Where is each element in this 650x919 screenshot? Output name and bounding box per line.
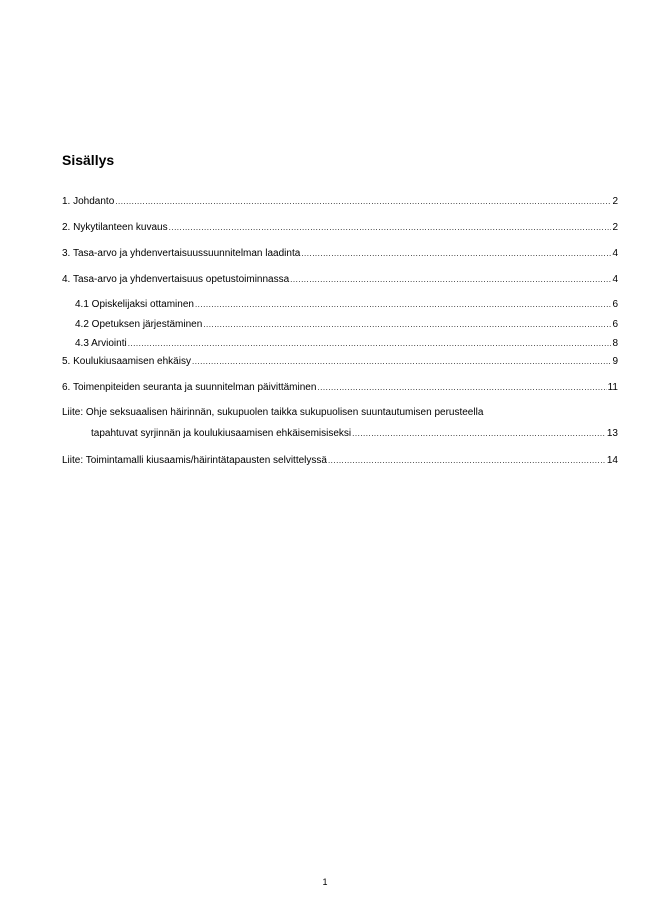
toc-entry-label: 2. Nykytilanteen kuvaus bbox=[62, 222, 168, 233]
toc-entry-page: 2 bbox=[612, 196, 618, 207]
toc-entry-page: 6 bbox=[612, 319, 618, 330]
toc-entry-page: 8 bbox=[612, 338, 618, 349]
toc-entry-label: 5. Koulukiusaamisen ehkäisy bbox=[62, 356, 191, 367]
toc-entry-label: 4. Tasa-arvo ja yhdenvertaisuus opetustoiminnassa bbox=[62, 274, 290, 285]
page-number: 1 bbox=[322, 877, 328, 887]
toc-entry-label: 1. Johdanto bbox=[62, 196, 115, 207]
toc-title: Sisällys bbox=[62, 152, 115, 168]
toc-entry-page: 6 bbox=[612, 299, 618, 310]
dot-leader bbox=[203, 318, 611, 331]
toc-entry-label: 3. Tasa-arvo ja yhdenvertaisuussuunnitelman laadinta bbox=[62, 248, 301, 259]
dot-leader bbox=[115, 195, 611, 208]
toc-entry-page: 11 bbox=[607, 382, 618, 393]
dot-leader bbox=[317, 381, 606, 394]
toc-entry-toimenpiteiden-seuranta[interactable] bbox=[62, 381, 618, 394]
toc-entry-nykytilanteen-kuvaus[interactable] bbox=[62, 221, 618, 234]
dot-leader bbox=[328, 454, 606, 467]
dot-leader bbox=[192, 355, 611, 368]
dot-leader bbox=[169, 221, 612, 234]
toc-entry-label: tapahtuvat syrjinnän ja koulukiusaamisen ehkäisemisiseksi bbox=[91, 428, 352, 439]
toc-entry-liite-ohje-first-line[interactable]: Liite: Ohje seksuaalisen häirinnän, sukupuolen taikka sukupuolisen suuntautumisen perusteella bbox=[62, 407, 484, 418]
toc-entry-page: 4 bbox=[612, 248, 618, 259]
toc-entry-opetustoiminnassa[interactable] bbox=[62, 273, 618, 286]
toc-entry-label: 6. Toimenpiteiden seuranta ja suunnitelman päivittäminen bbox=[62, 382, 317, 393]
toc-entry-liite-toimintamalli[interactable] bbox=[62, 454, 618, 467]
toc-entry-arviointi[interactable] bbox=[75, 337, 618, 350]
toc-entry-koulukiusaamisen-ehkaisy[interactable] bbox=[62, 355, 618, 368]
toc-entry-liite-ohje[interactable] bbox=[91, 427, 618, 440]
dot-leader bbox=[301, 247, 611, 260]
toc-entry-page: 14 bbox=[606, 455, 618, 466]
toc-entry-page: 2 bbox=[612, 222, 618, 233]
toc-entry-label: 4.2 Opetuksen järjestäminen bbox=[75, 319, 203, 330]
toc-entry-opetuksen-jarjestaminen[interactable] bbox=[75, 318, 618, 331]
toc-entry-label: 4.1 Opiskelijaksi ottaminen bbox=[75, 299, 194, 310]
toc-entry-page: 9 bbox=[612, 356, 618, 367]
toc-entry-page: 13 bbox=[606, 428, 618, 439]
toc-entry-label: Liite: Toimintamalli kiusaamis/häirintätapausten selvittelyssä bbox=[62, 455, 327, 466]
dot-leader bbox=[128, 337, 612, 350]
toc-entry-opiskelijaksi-ottaminen[interactable] bbox=[75, 298, 618, 311]
toc-entry-johdanto[interactable] bbox=[62, 195, 618, 208]
toc-entry-suunnitelman-laadinta[interactable] bbox=[62, 247, 618, 260]
dot-leader bbox=[195, 298, 611, 311]
dot-leader bbox=[352, 427, 606, 440]
toc-entry-label: 4.3 Arviointi bbox=[75, 338, 127, 349]
dot-leader bbox=[290, 273, 611, 286]
toc-entry-page: 4 bbox=[612, 274, 618, 285]
